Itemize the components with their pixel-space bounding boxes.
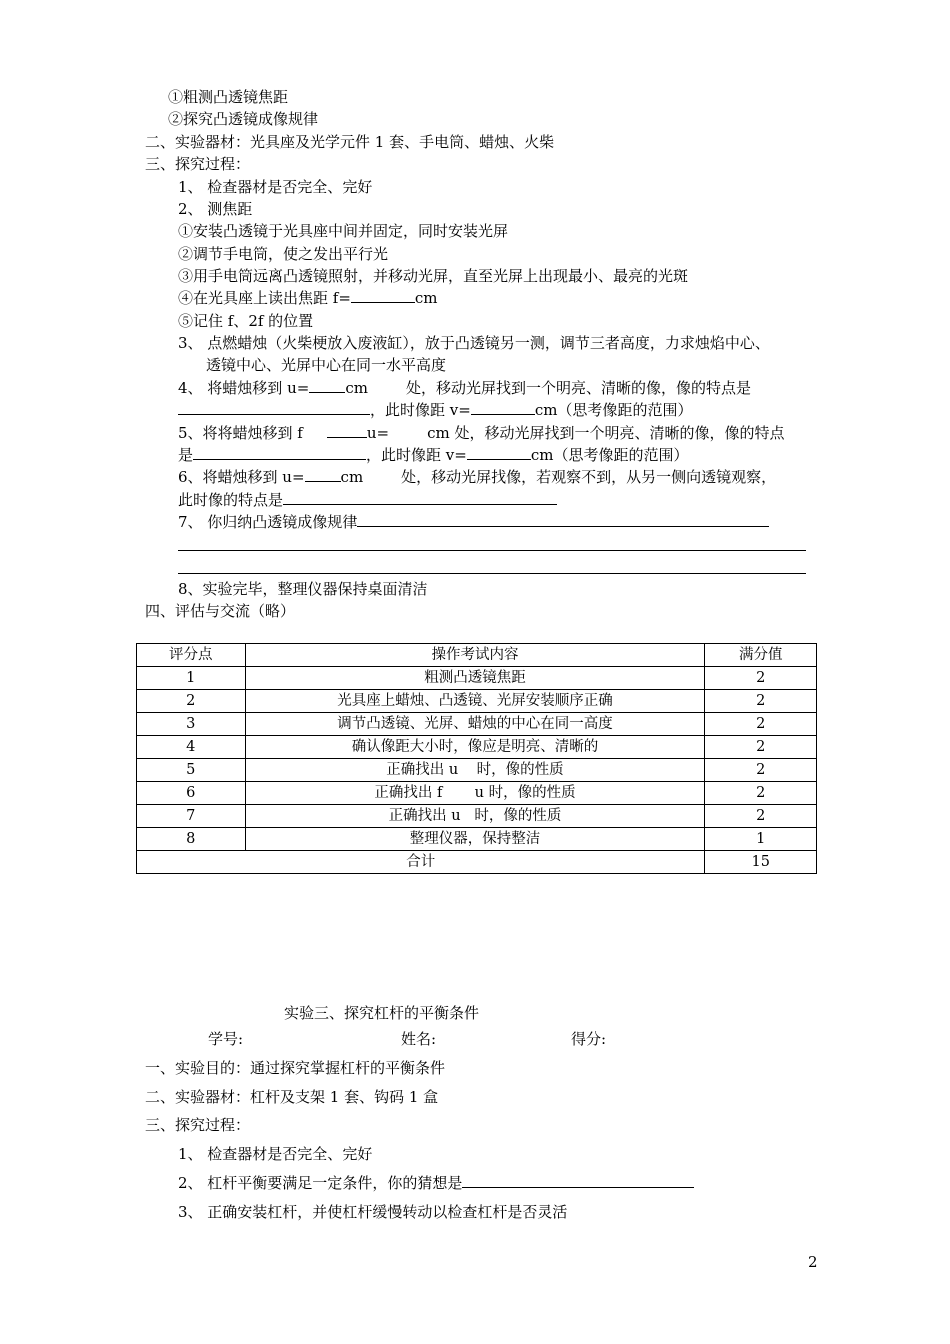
experiment-3-process-heading: 三、探究过程： [145, 1116, 251, 1134]
table-cell: 光具座上蜡烛、凸透镜、光屏安装顺序正确 [245, 690, 705, 713]
table-cell: 调节凸透镜、光屏、蜡烛的中心在同一高度 [245, 713, 705, 736]
step-6-text-rest: 处，移动光屏找像，若观察不到，从另一侧向透镜观察， [401, 468, 777, 486]
table-cell: 1 [137, 667, 246, 690]
step-2d-text: ④在光具座上读出焦距 f= [178, 289, 351, 307]
step-4-v-unit: cm（思考像距的范围） [534, 401, 693, 419]
step-2a: ①安装凸透镜于光具座中间并固定，同时安装光屏 [178, 222, 509, 240]
step-3-line1: 3、 点燃蜡烛（火柴梗放入废液缸），放于凸透镜另一测，调节三者高度，力求烛焰中心、 [178, 334, 770, 352]
step-6-u-blank[interactable] [305, 467, 341, 482]
step-6-feature-text: 此时像的特点是 [178, 491, 284, 509]
step-5-shi: 是 [178, 446, 194, 464]
table-row [137, 805, 817, 828]
student-no-label: 学号: [208, 1030, 244, 1048]
aim-item-2: ②探究凸透镜成像规律 [168, 110, 319, 128]
table-cell: 7 [137, 805, 246, 828]
step-6-text: 6、将蜡烛移到 u= [178, 468, 305, 486]
table-cell: 4 [137, 736, 246, 759]
step-4-line2 [178, 400, 692, 420]
step-5-range-blank[interactable] [327, 423, 367, 438]
table-cell: 粗测凸透镜焦距 [245, 667, 705, 690]
total-label: 合计 [137, 851, 705, 874]
table-row [137, 782, 817, 805]
total-value: 15 [705, 851, 817, 874]
step-2b: ②调节手电筒，使之发出平行光 [178, 245, 389, 263]
table-cell: 5 [137, 759, 246, 782]
table-header-row [137, 644, 817, 667]
step-5-text-rest: cm 处，移动光屏找到一个明亮、清晰的像，像的特点 [427, 424, 785, 442]
step-4-text: 4、 将蜡烛移到 u= [178, 379, 310, 397]
table-cell: 2 [705, 782, 817, 805]
table-row [137, 690, 817, 713]
table-cell: 2 [705, 805, 817, 828]
step-2e: ⑤记住 f、2f 的位置 [178, 312, 314, 330]
step-5-line1 [178, 423, 785, 443]
table-cell: 2 [705, 667, 817, 690]
step-3-line2: 透镜中心、光屏中心在同一水平高度 [206, 356, 447, 374]
step-5-text: 5、将将蜡烛移到 f [178, 424, 303, 442]
table-cell: 2 [137, 690, 246, 713]
guess-blank[interactable] [462, 1173, 694, 1188]
focal-length-blank[interactable] [351, 288, 415, 303]
step-6-line1 [178, 467, 776, 487]
step-5-v-unit: cm（思考像距的范围） [530, 446, 689, 464]
step-6-unit: cm [340, 468, 364, 486]
table-row [137, 713, 817, 736]
experiment-3-step-2-text: 2、 杠杆平衡要满足一定条件，你的猜想是 [178, 1174, 463, 1192]
header-content: 操作考试内容 [245, 644, 705, 667]
aim-item-1: ①粗测凸透镜焦距 [168, 88, 289, 106]
step-4-v-blank[interactable] [471, 400, 535, 415]
table-cell: 6 [137, 782, 246, 805]
step-4-text-rest: 处，移动光屏找到一个明亮、清晰的像，像的特点是 [405, 379, 751, 397]
table-cell: 2 [705, 713, 817, 736]
step-2c: ③用手电筒远离凸透镜照射，并移动光屏，直至光屏上出现最小、最亮的光斑 [178, 267, 689, 285]
step-6-feature-blank[interactable] [283, 490, 557, 505]
process-heading: 三、探究过程： [145, 155, 251, 173]
table-row [137, 667, 817, 690]
materials-line: 二、实验器材：光具座及光学元件 1 套、手电筒、蜡烛、火柴 [145, 133, 555, 151]
table-cell: 1 [705, 828, 817, 851]
table-cell: 2 [705, 690, 817, 713]
step-2d [178, 288, 438, 308]
evaluation-heading: 四、评估与交流（略） [145, 602, 296, 620]
step-7-blank-2[interactable] [178, 550, 806, 551]
step-5-line2 [178, 445, 688, 465]
step-1: 1、 检查器材是否完全、完好 [178, 178, 373, 196]
step-5-v-blank[interactable] [467, 445, 531, 460]
table-cell: 正确找出 u 时，像的性质 [245, 805, 705, 828]
experiment-3-materials: 二、实验器材：杠杆及支架 1 套、钩码 1 盒 [145, 1088, 439, 1106]
experiment-3-step-3: 3、 正确安装杠杆，并使杠杆缓慢转动以检查杠杆是否灵活 [178, 1203, 568, 1221]
score-label: 得分: [571, 1030, 607, 1048]
experiment-3-step-1: 1、 检查器材是否完全、完好 [178, 1145, 373, 1163]
step-4-u-blank[interactable] [309, 378, 345, 393]
page-number: 2 [808, 1253, 818, 1271]
step-6-line2 [178, 490, 557, 510]
experiment-3-aim: 一、实验目的：通过探究掌握杠杆的平衡条件 [145, 1059, 446, 1077]
table-cell: 2 [705, 736, 817, 759]
table-cell: 2 [705, 759, 817, 782]
step-5-v-text: ，此时像距 v= [366, 446, 467, 464]
table-cell: 整理仪器，保持整洁 [245, 828, 705, 851]
step-4-line1 [178, 378, 751, 398]
step-4-unit: cm [345, 379, 368, 397]
step-7-text: 7、 你归纳凸透镜成像规律 [178, 513, 358, 531]
step-5-feature-blank[interactable] [193, 445, 366, 460]
name-label: 姓名: [401, 1030, 437, 1048]
header-score-point: 评分点 [137, 644, 246, 667]
table-cell: 正确找出 u 时，像的性质 [245, 759, 705, 782]
step-4-feature-blank[interactable] [178, 400, 370, 415]
header-max-score: 满分值 [705, 644, 817, 667]
table-row [137, 736, 817, 759]
step-5-u: u= [366, 424, 390, 442]
step-2d-unit: cm [414, 289, 438, 307]
step-8: 8、实验完毕，整理仪器保持桌面清洁 [178, 580, 428, 598]
table-row [137, 828, 817, 851]
step-4-v-text: ，此时像距 v= [370, 401, 471, 419]
table-cell: 8 [137, 828, 246, 851]
step-2: 2、 测焦距 [178, 200, 253, 218]
step-7-blank-3[interactable] [178, 573, 806, 574]
table-cell: 3 [137, 713, 246, 736]
score-table [136, 643, 817, 874]
table-cell: 正确找出 f u 时，像的性质 [245, 782, 705, 805]
experiment-3-title: 实验三、探究杠杆的平衡条件 [284, 1004, 480, 1022]
step-7-blank-1[interactable] [357, 512, 769, 527]
table-cell: 确认像距大小时，像应是明亮、清晰的 [245, 736, 705, 759]
step-7-line1 [178, 512, 769, 532]
table-row [137, 759, 817, 782]
table-total-row [137, 851, 817, 874]
experiment-3-step-2 [178, 1173, 694, 1193]
